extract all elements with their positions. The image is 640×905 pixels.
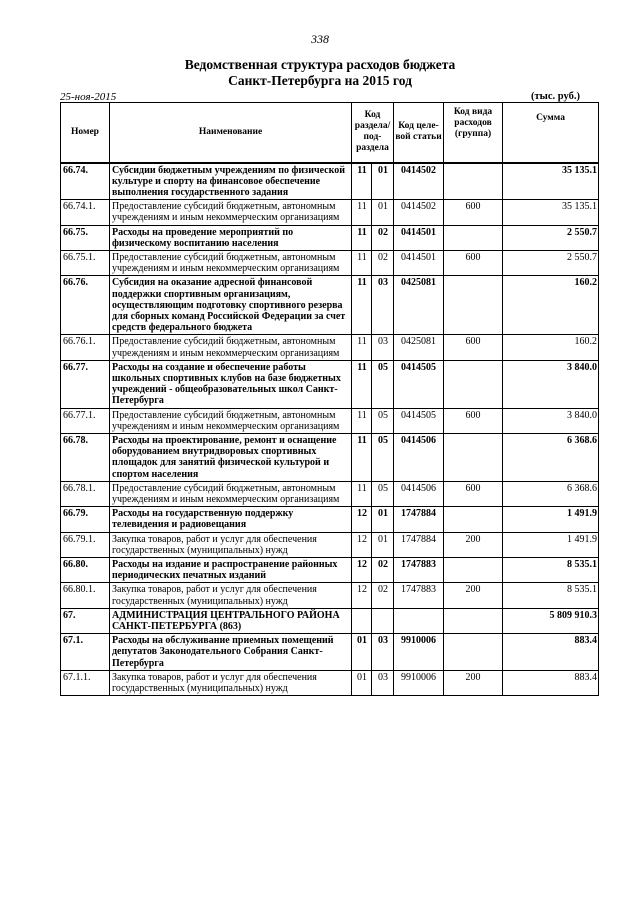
row-sum: 3 840.0 bbox=[503, 408, 599, 433]
row-section: 11 bbox=[352, 163, 372, 200]
row-expense-type bbox=[444, 433, 503, 481]
row-sum: 3 840.0 bbox=[503, 360, 599, 408]
table-row bbox=[61, 558, 599, 583]
row-section: 11 bbox=[352, 200, 372, 225]
row-subsection: 01 bbox=[372, 163, 394, 200]
row-expense-type: 600 bbox=[444, 200, 503, 225]
row-expense-type bbox=[444, 634, 503, 671]
title-line-2: Санкт-Петербурга на 2015 год bbox=[228, 73, 412, 88]
row-sum: 35 135.1 bbox=[503, 200, 599, 225]
row-name: Расходы на создание и обеспечение работы школьных спортивных клубов на базе бюджетных учреждений - общеобразовательных школ Санкт-Петербурга bbox=[110, 360, 352, 408]
row-section: 11 bbox=[352, 408, 372, 433]
row-name: Расходы на проведение мероприятий по физическому воспитанию населения bbox=[110, 225, 352, 250]
row-name: Закупка товаров, работ и услуг для обеспечения государственных (муниципальных) нужд bbox=[110, 583, 352, 608]
row-number: 66.80. bbox=[61, 558, 110, 583]
row-target: 0414506 bbox=[394, 481, 444, 506]
row-target: 0414501 bbox=[394, 225, 444, 250]
header-target: Код целе-вой статьи bbox=[394, 103, 444, 163]
row-section: 12 bbox=[352, 507, 372, 532]
row-section: 11 bbox=[352, 360, 372, 408]
row-sum: 160.2 bbox=[503, 335, 599, 360]
row-sum: 6 368.6 bbox=[503, 433, 599, 481]
header-name: Наименование bbox=[110, 103, 352, 163]
row-sum: 2 550.7 bbox=[503, 250, 599, 275]
document-date: 25-ноя-2015 bbox=[60, 91, 117, 103]
row-target: 1747883 bbox=[394, 583, 444, 608]
row-number: 66.74.1. bbox=[61, 200, 110, 225]
row-subsection: 05 bbox=[372, 433, 394, 481]
row-section: 11 bbox=[352, 276, 372, 335]
row-number: 67. bbox=[61, 608, 110, 633]
row-name: Предоставление субсидий бюджетным, автономным учреждениям и иным некоммерческим организациям bbox=[110, 250, 352, 275]
row-name: Расходы на издание и распространение районных периодических печатных изданий bbox=[110, 558, 352, 583]
row-section: 11 bbox=[352, 250, 372, 275]
header-number: Номер bbox=[61, 103, 110, 163]
row-sum: 35 135.1 bbox=[503, 163, 599, 200]
row-name: Предоставление субсидий бюджетным, автономным учреждениям и иным некоммерческим организациям bbox=[110, 200, 352, 225]
row-number: 66.77.1. bbox=[61, 408, 110, 433]
row-subsection: 05 bbox=[372, 481, 394, 506]
row-number: 66.75.1. bbox=[61, 250, 110, 275]
table-row bbox=[61, 250, 599, 275]
row-section: 12 bbox=[352, 558, 372, 583]
row-number: 67.1.1. bbox=[61, 670, 110, 695]
row-number: 66.75. bbox=[61, 225, 110, 250]
row-target: 0414505 bbox=[394, 360, 444, 408]
row-target: 9910006 bbox=[394, 670, 444, 695]
row-expense-type bbox=[444, 558, 503, 583]
row-expense-type: 600 bbox=[444, 250, 503, 275]
row-number: 66.79.1. bbox=[61, 532, 110, 557]
document-title bbox=[0, 57, 640, 89]
row-subsection: 01 bbox=[372, 532, 394, 557]
row-expense-type bbox=[444, 225, 503, 250]
header-sum: Сумма bbox=[503, 103, 599, 163]
row-subsection: 03 bbox=[372, 634, 394, 671]
row-subsection: 02 bbox=[372, 583, 394, 608]
table-row bbox=[61, 335, 599, 360]
units-label: (тыс. руб.) bbox=[531, 91, 580, 102]
row-number: 66.78.1. bbox=[61, 481, 110, 506]
table-row bbox=[61, 634, 599, 671]
row-section: 11 bbox=[352, 225, 372, 250]
row-name: Субсидия на оказание адресной финансовой поддержки спортивным организациям, осуществляющим подготовку спортивного резерва для сборных команд Российской Федерации за счет средств федерального бюджета bbox=[110, 276, 352, 335]
row-number: 66.76.1. bbox=[61, 335, 110, 360]
row-name: Закупка товаров, работ и услуг для обеспечения государственных (муниципальных) нужд bbox=[110, 670, 352, 695]
row-sum: 8 535.1 bbox=[503, 558, 599, 583]
table-row bbox=[61, 200, 599, 225]
row-name: Предоставление субсидий бюджетным, автономным учреждениям и иным некоммерческим организациям bbox=[110, 481, 352, 506]
row-subsection: 02 bbox=[372, 250, 394, 275]
row-section: 12 bbox=[352, 583, 372, 608]
row-target: 1747883 bbox=[394, 558, 444, 583]
header-section: Код раздела/ под-раздела bbox=[352, 103, 394, 163]
row-subsection: 03 bbox=[372, 335, 394, 360]
table-row bbox=[61, 481, 599, 506]
row-expense-type: 200 bbox=[444, 670, 503, 695]
row-expense-type: 600 bbox=[444, 335, 503, 360]
row-number: 66.74. bbox=[61, 163, 110, 200]
row-expense-type bbox=[444, 276, 503, 335]
row-expense-type bbox=[444, 507, 503, 532]
row-name: Предоставление субсидий бюджетным, автономным учреждениям и иным некоммерческим организациям bbox=[110, 408, 352, 433]
row-expense-type bbox=[444, 163, 503, 200]
page-number: 338 bbox=[311, 32, 329, 46]
table-body bbox=[61, 163, 599, 696]
row-sum: 6 368.6 bbox=[503, 481, 599, 506]
row-section: 12 bbox=[352, 532, 372, 557]
table-row bbox=[61, 360, 599, 408]
row-expense-type: 200 bbox=[444, 532, 503, 557]
table-row bbox=[61, 408, 599, 433]
row-name: Субсидии бюджетным учреждениям по физической культуре и спорту на финансовое обеспечение выполнения государственного задания bbox=[110, 163, 352, 200]
row-name: Расходы на государственную поддержку телевидения и радиовещания bbox=[110, 507, 352, 532]
row-name: Предоставление субсидий бюджетным, автономным учреждениям и иным некоммерческим организациям bbox=[110, 335, 352, 360]
row-target: 0414502 bbox=[394, 200, 444, 225]
row-sum: 883.4 bbox=[503, 670, 599, 695]
row-section: 11 bbox=[352, 481, 372, 506]
row-target: 0425081 bbox=[394, 335, 444, 360]
row-subsection: 05 bbox=[372, 408, 394, 433]
row-subsection: 03 bbox=[372, 670, 394, 695]
title-line-1: Ведомственная структура расходов бюджета bbox=[184, 57, 456, 72]
table-row bbox=[61, 532, 599, 557]
row-target: 0414505 bbox=[394, 408, 444, 433]
row-section bbox=[352, 608, 372, 633]
row-subsection: 02 bbox=[372, 558, 394, 583]
row-sum: 883.4 bbox=[503, 634, 599, 671]
row-subsection: 03 bbox=[372, 276, 394, 335]
row-sum: 5 809 910.3 bbox=[503, 608, 599, 633]
row-target: 0425081 bbox=[394, 276, 444, 335]
row-expense-type: 600 bbox=[444, 481, 503, 506]
row-target: 0414501 bbox=[394, 250, 444, 275]
header-expense-type: Код вида расходов (группа) bbox=[444, 103, 503, 163]
table-row bbox=[61, 583, 599, 608]
table-row bbox=[61, 225, 599, 250]
row-name: Закупка товаров, работ и услуг для обеспечения государственных (муниципальных) нужд bbox=[110, 532, 352, 557]
row-number: 66.80.1. bbox=[61, 583, 110, 608]
row-name: Расходы на проектирование, ремонт и оснащение оборудованием внутридворовых спортивных площадок для занятий физической культурой и спортом населения bbox=[110, 433, 352, 481]
row-section: 01 bbox=[352, 670, 372, 695]
row-number: 66.78. bbox=[61, 433, 110, 481]
row-name: Расходы на обслуживание приемных помещений депутатов Законодательного Собрания Санкт-Петербурга bbox=[110, 634, 352, 671]
row-number: 66.79. bbox=[61, 507, 110, 532]
row-number: 66.77. bbox=[61, 360, 110, 408]
table-row bbox=[61, 507, 599, 532]
table-row bbox=[61, 670, 599, 695]
row-section: 11 bbox=[352, 433, 372, 481]
table-row bbox=[61, 276, 599, 335]
row-section: 11 bbox=[352, 335, 372, 360]
row-expense-type: 600 bbox=[444, 408, 503, 433]
row-number: 67.1. bbox=[61, 634, 110, 671]
table-row bbox=[61, 608, 599, 633]
row-target: 0414502 bbox=[394, 163, 444, 200]
row-sum: 1 491.9 bbox=[503, 507, 599, 532]
row-sum: 1 491.9 bbox=[503, 532, 599, 557]
row-expense-type: 200 bbox=[444, 583, 503, 608]
table-row bbox=[61, 433, 599, 481]
row-target bbox=[394, 608, 444, 633]
row-target: 1747884 bbox=[394, 532, 444, 557]
row-name: АДМИНИСТРАЦИЯ ЦЕНТРАЛЬНОГО РАЙОНА САНКТ-ПЕТЕРБУРГА (863) bbox=[110, 608, 352, 633]
row-sum: 160.2 bbox=[503, 276, 599, 335]
row-target: 9910006 bbox=[394, 634, 444, 671]
row-sum: 2 550.7 bbox=[503, 225, 599, 250]
row-expense-type bbox=[444, 608, 503, 633]
row-subsection: 01 bbox=[372, 507, 394, 532]
row-subsection: 02 bbox=[372, 225, 394, 250]
row-subsection: 01 bbox=[372, 200, 394, 225]
row-subsection: 05 bbox=[372, 360, 394, 408]
row-target: 1747884 bbox=[394, 507, 444, 532]
table-row bbox=[61, 163, 599, 200]
row-section: 01 bbox=[352, 634, 372, 671]
row-expense-type bbox=[444, 360, 503, 408]
row-target: 0414506 bbox=[394, 433, 444, 481]
budget-table bbox=[60, 102, 599, 696]
row-subsection bbox=[372, 608, 394, 633]
row-number: 66.76. bbox=[61, 276, 110, 335]
row-sum: 8 535.1 bbox=[503, 583, 599, 608]
